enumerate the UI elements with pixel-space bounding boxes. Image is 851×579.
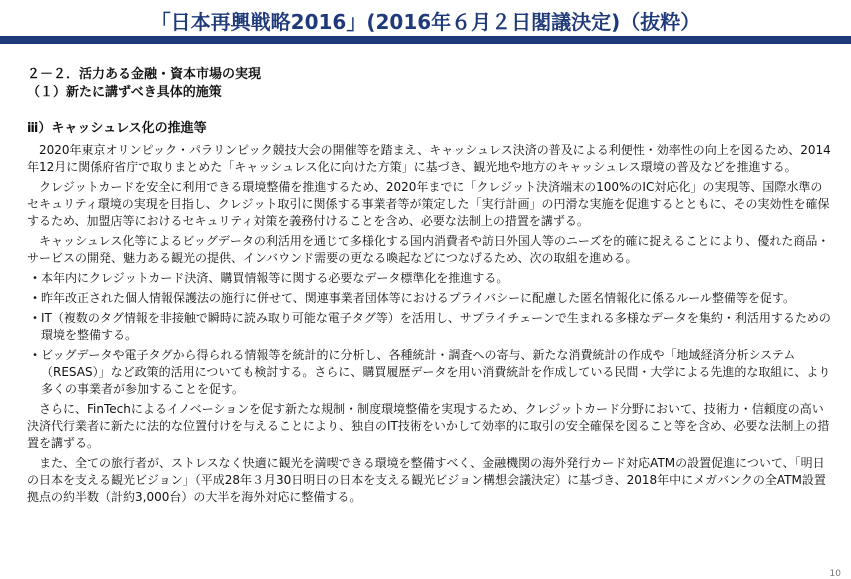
- bullet-text: 本年内にクレジットカード決済、購買情報等に関する必要なデータ標準化を推進する。: [41, 271, 509, 285]
- bullet-item: [27, 290, 832, 307]
- paragraph: クレジットカードを安全に利用できる環境整備を推進するため、2020年までに「クレジット決済端末の100%のIC対応化」の実現等、国際水準のセキュリティ環境の実現を目指し、クレジット取引に関係する事業者等が策定した「実行計画」の円滑な実施を促進するとともに、その実効性を確保するため、加盟店等におけるセキュリティ対策を義務付けることを含め、必要な法制上の措置を講ずる。: [27, 180, 830, 228]
- section-heading: ２－２．活力ある金融・資本市場の実現: [27, 67, 262, 82]
- title-rule: [0, 36, 851, 44]
- bullet-marker: ・: [29, 271, 42, 285]
- bullet-text: IT（複数のタグ情報を非接触で瞬時に読み取り可能な電子タグ等）を活用し、サプライチェーンで生まれる多様なデータを集約・利活用するための環境を整備する。: [41, 311, 831, 342]
- bullet-text: ビッグデータや電子タグから得られる情報等を統計的に分析し、各種統計・調査への寄与、新たな消費統計の作成や「地域経済分析システム（RESAS）」など政策的活用についても検討する。さらに、購買履歴データを用い消費統計を作成している民間・大学による先進的な取組に、より多くの事業者が参加することを促す。: [41, 348, 831, 396]
- page-number: 10: [829, 569, 841, 579]
- slide-title: 「日本再興戦略2016」(2016年６月２日閣議決定)（抜粋）: [150, 10, 701, 34]
- paragraph: さらに、FinTechによるイノベーションを促す新たな規制・制度環境整備を実現するため、クレジットカード分野において、技術力・信頼度の高い決済代行業者に新たに法的な位置付けを与えることにより、独自のIT技術をいかして効率的に取引の安全確保を図ること等を含め、必要な法制上の措置を講ずる。: [27, 402, 830, 450]
- bullet-marker: ・: [29, 348, 42, 362]
- paragraph: キャッシュレス化等によるビッグデータの利活用を通じて多様化する国内消費者や訪日外国人等のニーズを的確に捉えることにより、優れた商品・サービスの開発、魅力ある観光の提供、インバウンド需要の更なる喚起などにつなげるため、次の取組を進める。: [27, 234, 830, 265]
- topic-heading: ⅲ）キャッシュレス化の推進等: [27, 121, 207, 136]
- bullet-text: 昨年改正された個人情報保護法の施行に併せて、関連事業者団体等におけるプライバシーに配慮した匿名情報化に係るルール整備等を促す。: [41, 291, 795, 305]
- paragraph: また、全ての旅行者が、ストレスなく快適に観光を満喫できる環境を整備すべく、金融機関の海外発行カード対応ATMの設置促進について、「明日の日本を支える観光ビジョン」（平成28年３月30日明日の日本を支える観光ビジョン構想会議決定）に基づき、2018年中にメガバンクの全ATM設置拠点の約半数（計約3,000台）の大半を海外対応に整備する。: [27, 456, 826, 504]
- bullet-item: [27, 310, 832, 344]
- section-subheading: （１）新たに講ずべき具体的施策: [27, 85, 222, 100]
- bullet-item: [27, 347, 832, 398]
- paragraph: 2020年東京オリンピック・パラリンピック競技大会の開催等を踏まえ、キャッシュレス決済の普及による利便性・効率性の向上を図るため、2014年12月に関係府省庁で取りまとめた「キャッシュレス化に向けた方策」に基づき、観光地や地方のキャッシュレス環境の普及などを推進する。: [27, 143, 831, 174]
- bullet-marker: ・: [29, 311, 42, 325]
- bullet-item: [27, 270, 832, 287]
- content-area: [27, 66, 832, 509]
- bullet-marker: ・: [29, 291, 42, 305]
